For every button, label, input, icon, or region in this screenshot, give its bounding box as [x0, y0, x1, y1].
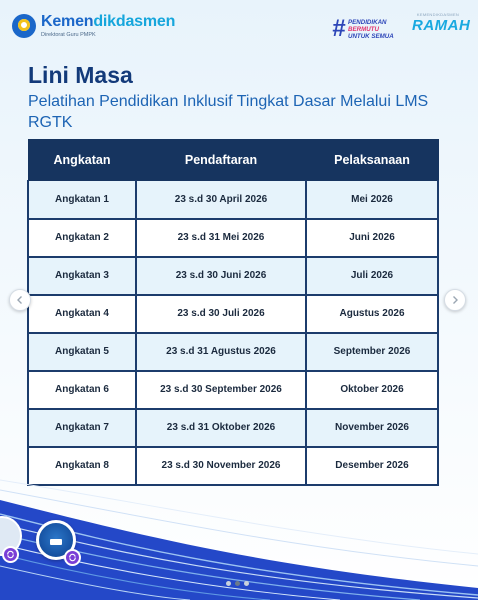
cell-pelaksanaan: Agustus 2026 — [306, 295, 438, 333]
page-subtitle: Pelatihan Pendidikan Inklusif Tingkat Dasar Melalui LMS RGTK — [28, 93, 429, 131]
cell-angkatan: Angkatan 5 — [28, 333, 136, 371]
cell-angkatan: Angkatan 8 — [28, 447, 136, 485]
carousel-dot-3[interactable] — [244, 581, 249, 586]
column-header-pelaksanaan: Pelaksanaan — [306, 140, 438, 181]
cell-pendaftaran: 23 s.d 31 Oktober 2026 — [136, 409, 306, 447]
cell-angkatan: Angkatan 2 — [28, 219, 136, 257]
ministry-emblem-icon — [12, 14, 36, 38]
cell-angkatan: Angkatan 4 — [28, 295, 136, 333]
table-header-row — [28, 140, 438, 181]
cell-angkatan: Angkatan 7 — [28, 409, 136, 447]
chevron-left-icon — [15, 295, 25, 305]
table-row — [28, 219, 438, 257]
table-row — [28, 257, 438, 295]
table-row — [28, 295, 438, 333]
cell-pelaksanaan: Mei 2026 — [306, 181, 438, 219]
slogan-line-2: BERMUTU — [348, 26, 379, 33]
cell-pendaftaran: 23 s.d 30 November 2026 — [136, 447, 306, 485]
cell-angkatan: Angkatan 1 — [28, 181, 136, 219]
carousel-next-button[interactable] — [444, 289, 466, 311]
table-row — [28, 371, 438, 409]
column-header-angkatan: Angkatan — [28, 140, 136, 181]
cell-pendaftaran: 23 s.d 30 Juni 2026 — [136, 257, 306, 295]
cell-angkatan: Angkatan 3 — [28, 257, 136, 295]
slogan-logo — [332, 16, 402, 42]
slogan-line-3: UNTUK SEMUA — [348, 33, 394, 40]
cell-pelaksanaan: Juni 2026 — [306, 219, 438, 257]
slogan-line-1: PENDIDIKAN — [348, 19, 387, 26]
carousel-prev-button[interactable] — [9, 289, 31, 311]
logo-subtitle: Direktorat Guru PMPK — [41, 32, 96, 38]
cell-pendaftaran: 23 s.d 30 April 2026 — [136, 181, 306, 219]
ramah-logo — [412, 12, 471, 42]
cell-pendaftaran: 23 s.d 31 Agustus 2026 — [136, 333, 306, 371]
logo-title: Kemendikdasmen — [41, 13, 176, 30]
page-title: Lini Masa — [28, 62, 133, 88]
slogan-hash: # — [332, 15, 346, 42]
carousel-dot-2[interactable] — [235, 581, 240, 586]
cell-pelaksanaan: September 2026 — [306, 333, 438, 371]
cell-pendaftaran: 23 s.d 30 Juli 2026 — [136, 295, 306, 333]
carousel-dot-1[interactable] — [226, 581, 231, 586]
schedule-table — [27, 139, 439, 486]
sync-icon[interactable] — [64, 549, 81, 566]
cell-pelaksanaan: November 2026 — [306, 409, 438, 447]
table-row — [28, 333, 438, 371]
kemendikdasmen-logo — [12, 14, 175, 38]
cell-pendaftaran: 23 s.d 30 September 2026 — [136, 371, 306, 409]
cell-pendaftaran: 23 s.d 31 Mei 2026 — [136, 219, 306, 257]
sync-icon[interactable] — [2, 546, 19, 563]
ramah-top-text: KEMENDIKDASMEN — [416, 12, 460, 17]
table-row — [28, 181, 438, 219]
carousel-dots — [226, 581, 249, 586]
column-header-pendaftaran: Pendaftaran — [136, 140, 306, 181]
table-row — [28, 409, 438, 447]
header-banner — [0, 0, 478, 56]
cell-pelaksanaan: Juli 2026 — [306, 257, 438, 295]
chevron-right-icon — [450, 295, 460, 305]
cell-pelaksanaan: Desember 2026 — [306, 447, 438, 485]
cell-pelaksanaan: Oktober 2026 — [306, 371, 438, 409]
cell-angkatan: Angkatan 6 — [28, 371, 136, 409]
ramah-word: RAMAH — [412, 17, 471, 34]
